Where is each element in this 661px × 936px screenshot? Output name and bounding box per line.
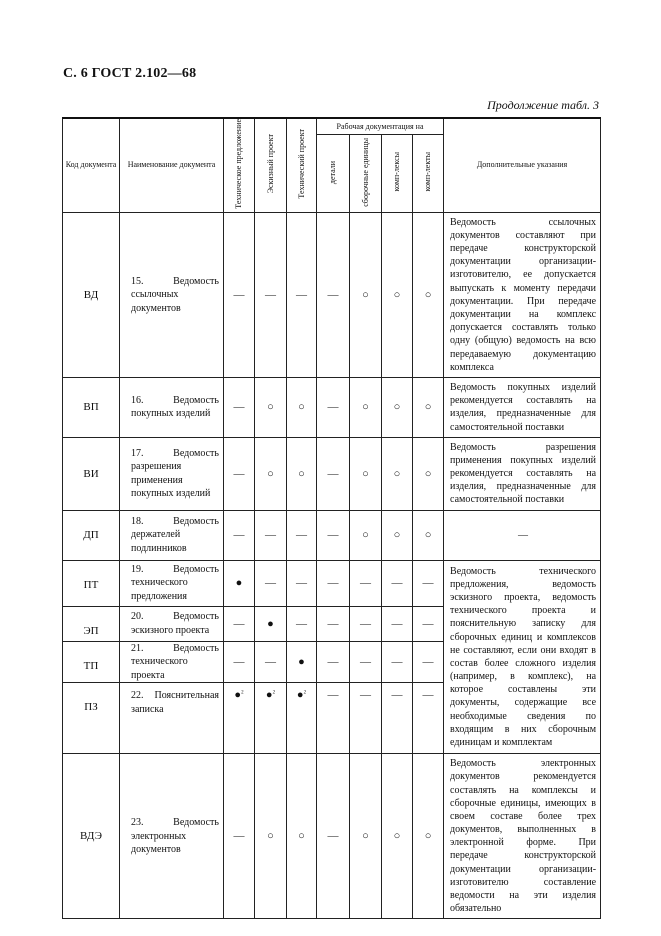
row-code: ПЗ bbox=[63, 683, 120, 754]
row-mark: ● bbox=[224, 560, 255, 606]
header-row-1 bbox=[63, 118, 601, 135]
row-mark: ○ bbox=[255, 377, 287, 437]
row-mark: — bbox=[317, 606, 350, 641]
row-mark: ○ bbox=[413, 437, 444, 510]
row-mark: — bbox=[224, 377, 255, 437]
row-note: Ведомость разрешения применения покупных изделий рекомендуется составлять на изделия, предназначенные для самостоятельной поставки bbox=[444, 437, 601, 510]
col-notes: Дополнительные указания bbox=[444, 118, 601, 212]
row-mark: — bbox=[255, 212, 287, 377]
table-row bbox=[63, 754, 601, 919]
row-mark: ○ bbox=[350, 212, 382, 377]
row-mark: ● bbox=[255, 606, 287, 641]
row-mark: — bbox=[382, 560, 413, 606]
row-mark: — bbox=[224, 641, 255, 683]
row-mark: ● bbox=[287, 641, 317, 683]
col-assembly-units: сборочные единицы bbox=[350, 135, 382, 212]
row-mark: ○ bbox=[413, 510, 444, 560]
documents-table bbox=[62, 117, 601, 919]
row-name: 22. Пояснительная записка bbox=[120, 683, 224, 754]
row-mark: — bbox=[413, 606, 444, 641]
row-mark: ○ bbox=[255, 437, 287, 510]
row-code: ЭП bbox=[63, 606, 120, 641]
row-mark: ○ bbox=[350, 377, 382, 437]
row-code: ВД bbox=[63, 212, 120, 377]
table-row bbox=[63, 510, 601, 560]
col-code: Код документа bbox=[63, 118, 120, 212]
row-mark: — bbox=[255, 641, 287, 683]
row-mark: ○ bbox=[350, 510, 382, 560]
row-note: Ведомость покупных изделий рекомендуется составлять на изделия, предназначенные для самостоятельной поставки bbox=[444, 377, 601, 437]
row-mark: — bbox=[287, 212, 317, 377]
row-mark: — bbox=[382, 641, 413, 683]
table-row bbox=[63, 560, 601, 606]
row-mark: — bbox=[413, 641, 444, 683]
row-mark: — bbox=[317, 377, 350, 437]
row-mark: — bbox=[317, 683, 350, 754]
row-name: 21. Ведомость технического проекта bbox=[120, 641, 224, 683]
row-mark: — bbox=[382, 606, 413, 641]
row-name: 20. Ведомость эскизного проекта bbox=[120, 606, 224, 641]
row-mark: — bbox=[317, 560, 350, 606]
row-mark: — bbox=[224, 606, 255, 641]
row-code: ТП bbox=[63, 641, 120, 683]
row-mark: ○ bbox=[255, 754, 287, 919]
row-mark: ○ bbox=[413, 212, 444, 377]
row-mark: ○ bbox=[287, 754, 317, 919]
row-mark: ○ bbox=[413, 377, 444, 437]
row-name: 16. Ведомость покупных изделий bbox=[120, 377, 224, 437]
row-name: 15. Ведомость ссылочных документов bbox=[120, 212, 224, 377]
row-mark: — bbox=[317, 641, 350, 683]
row-name: 19. Ведомость технического предложения bbox=[120, 560, 224, 606]
col-complexes: комп-лексы bbox=[382, 135, 413, 212]
row-mark: — bbox=[350, 683, 382, 754]
row-mark: ●$^2$ bbox=[287, 683, 317, 754]
table-row bbox=[63, 437, 601, 510]
row-mark: — bbox=[224, 510, 255, 560]
row-mark: — bbox=[224, 754, 255, 919]
row-code: ВП bbox=[63, 377, 120, 437]
row-mark: — bbox=[224, 212, 255, 377]
row-name: 23. Ведомость электронных документов bbox=[120, 754, 224, 919]
row-mark: — bbox=[317, 754, 350, 919]
row-mark: — bbox=[255, 560, 287, 606]
row-mark: ●$^2$ bbox=[255, 683, 287, 754]
row-note: Ведомость ссылочных документов составляют при передаче конструкторской документации организации-изготовителю, ее допускается выпускать к моменту передачи документации. При передаче документации на комплекс допускается составлять только одну (общую) ведомость на всю передаваемую документацию комплекса bbox=[444, 212, 601, 377]
row-mark: — bbox=[224, 437, 255, 510]
row-code: ВИ bbox=[63, 437, 120, 510]
row-mark: — bbox=[287, 606, 317, 641]
row-mark: ○ bbox=[382, 212, 413, 377]
row-mark: — bbox=[317, 510, 350, 560]
row-mark: — bbox=[350, 606, 382, 641]
table-row bbox=[63, 212, 601, 377]
row-mark: — bbox=[287, 510, 317, 560]
row-mark: ○ bbox=[350, 754, 382, 919]
row-mark: ○ bbox=[382, 754, 413, 919]
row-name: 17. Ведомость разрешения применения покупных изделий bbox=[120, 437, 224, 510]
col-tech-proposal: Техническое предложение bbox=[224, 118, 255, 212]
col-name: Наименование документа bbox=[120, 118, 224, 212]
row-code: ПТ bbox=[63, 560, 120, 606]
col-work-docs-group: Рабочая документация на bbox=[317, 118, 444, 135]
row-mark: ○ bbox=[382, 510, 413, 560]
row-mark: — bbox=[413, 683, 444, 754]
row-mark: ○ bbox=[413, 754, 444, 919]
row-note: — bbox=[444, 510, 601, 560]
row-mark: — bbox=[413, 560, 444, 606]
row-mark: ○ bbox=[382, 437, 413, 510]
row-mark: — bbox=[350, 641, 382, 683]
row-code: ДП bbox=[63, 510, 120, 560]
row-mark: — bbox=[287, 560, 317, 606]
row-mark: — bbox=[317, 437, 350, 510]
row-mark: ○ bbox=[287, 377, 317, 437]
row-mark: — bbox=[317, 212, 350, 377]
row-mark: — bbox=[350, 560, 382, 606]
row-mark: ○ bbox=[287, 437, 317, 510]
row-code: ВДЭ bbox=[63, 754, 120, 919]
col-sketch-project: Эскизный проект bbox=[255, 118, 287, 212]
col-kits: комп-лекты bbox=[413, 135, 444, 212]
row-note: Ведомость технического предложения, ведомость эскизного проекта, ведомость технического проекта и пояснительную записку для сборочных единиц и комплексов не составляют, если они входят в состав более сложного изделия (например, в комплекс), на которое составлены эти документы, содержащие все необходимые сведения по входящим в них сборочным единицам и комплектам bbox=[444, 560, 601, 754]
row-name: 18. Ведомость держателей подлинников bbox=[120, 510, 224, 560]
col-tech-project: Технический проект bbox=[287, 118, 317, 212]
table-row bbox=[63, 377, 601, 437]
col-details: детали bbox=[317, 135, 350, 212]
row-mark: ●$^2$ bbox=[224, 683, 255, 754]
row-note: Ведомость электронных документов рекомендуется составлять на комплексы и сборочные единицы, имеющих в своем составе более трех документов, выполненных в электронной форме. При передаче конструкторской документации организации-изготовителю составление ведомости на эти изделия обязательно bbox=[444, 754, 601, 919]
row-mark: ○ bbox=[350, 437, 382, 510]
row-mark: ○ bbox=[382, 377, 413, 437]
page-header: С. 6 ГОСТ 2.102—68 bbox=[63, 66, 197, 81]
row-mark: — bbox=[255, 510, 287, 560]
row-mark: — bbox=[382, 683, 413, 754]
table-continuation: Продолжение табл. 3 bbox=[487, 98, 599, 112]
